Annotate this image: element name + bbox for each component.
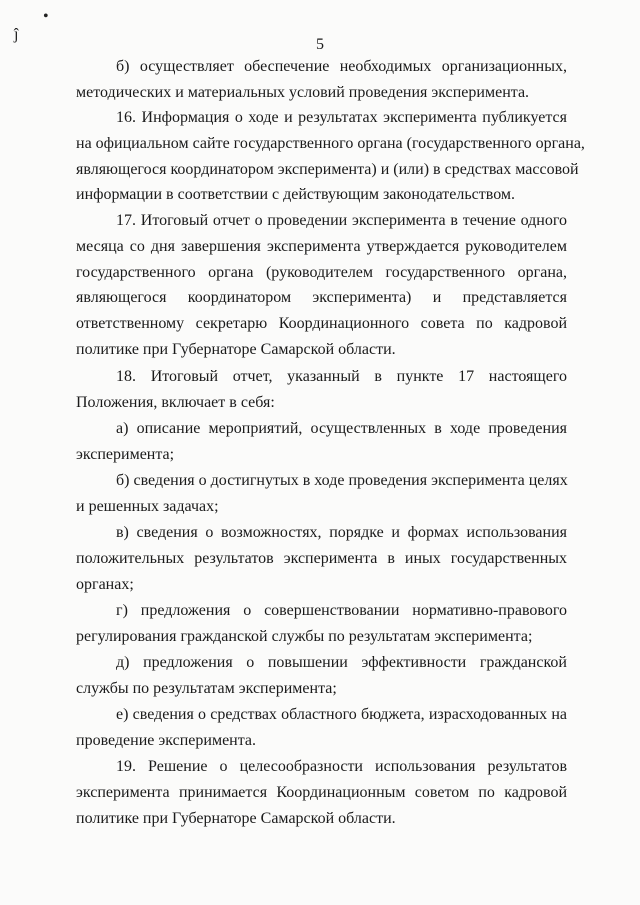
text-line: ответственному секретарю Координационного совета по кадровой bbox=[76, 315, 567, 333]
text-line: политике при Губернаторе Самарской области. bbox=[76, 340, 396, 358]
text-line: в) сведения о возможностях, порядке и формах использования bbox=[116, 524, 567, 541]
text-line: политике при Губернаторе Самарской области. bbox=[76, 809, 396, 827]
scan-dot: • bbox=[43, 8, 49, 25]
text-line: 16. Информация о ходе и результатах эксперимента публикуется bbox=[116, 109, 567, 126]
text-line: и решенных задачах; bbox=[76, 497, 219, 515]
text-line: 19. Решение о целесообразности использования результатов bbox=[116, 758, 567, 775]
text-line: эксперимента; bbox=[76, 445, 175, 463]
paragraph-p17 bbox=[76, 208, 567, 363]
text-line: методических и материальных условий проведения эксперимента. bbox=[76, 83, 530, 101]
text-line: органах; bbox=[76, 575, 134, 593]
paragraph-p18 bbox=[76, 364, 567, 416]
text-line: информации в соответствии с действующим законодательством. bbox=[76, 186, 516, 204]
scan-mark: ĵ bbox=[14, 26, 19, 43]
paragraph-p19 bbox=[76, 754, 567, 831]
text-line: эксперимента принимается Координационным советом по кадровой bbox=[76, 783, 567, 801]
paragraph-p18a bbox=[76, 416, 567, 468]
paragraph-p18b bbox=[76, 468, 567, 520]
text-line: б) сведения о достигнутых в ходе проведения эксперимента целях bbox=[116, 472, 568, 489]
paragraph-p18g bbox=[76, 598, 567, 650]
text-line: государственного органа (руководителем государственного органа, bbox=[76, 263, 567, 281]
paragraph-p18v bbox=[76, 520, 567, 597]
paragraph-p-b1 bbox=[76, 54, 567, 106]
text-line: Положения, включает в себя: bbox=[76, 393, 275, 411]
text-line: на официальном сайте государственного органа (государственного органа, bbox=[76, 134, 585, 152]
paragraph-p18d bbox=[76, 650, 567, 702]
paragraph-p18e bbox=[76, 702, 567, 754]
text-line: являющегося координатором эксперимента) и (или) в средствах массовой bbox=[76, 160, 579, 178]
text-line: е) сведения о средствах областного бюджета, израсходованных на bbox=[116, 706, 567, 723]
text-line: а) описание мероприятий, осуществленных в ходе проведения bbox=[116, 420, 567, 437]
text-line: службы по результатам эксперимента; bbox=[76, 679, 337, 697]
text-line: месяца со дня завершения эксперимента утверждается руководителем bbox=[76, 237, 567, 255]
text-line: положительных результатов эксперимента в иных государственных bbox=[76, 549, 567, 567]
text-line: б) осуществляет обеспечение необходимых организационных, bbox=[116, 58, 567, 75]
paragraph-p16 bbox=[76, 105, 585, 208]
text-line: являющегося координатором эксперимента) и представляется bbox=[76, 289, 567, 307]
text-line: проведение эксперимента. bbox=[76, 731, 257, 749]
text-line: регулирования гражданской службы по результатам эксперимента; bbox=[76, 627, 533, 645]
text-line: д) предложения о повышении эффективности гражданской bbox=[116, 654, 567, 671]
text-line: г) предложения о совершенствовании нормативно-правового bbox=[116, 602, 567, 619]
text-line: 18. Итоговый отчет, указанный в пункте 17 настоящего bbox=[116, 368, 567, 385]
page-number: 5 bbox=[316, 36, 324, 53]
text-line: 17. Итоговый отчет о проведении эксперимента в течение одного bbox=[116, 212, 567, 229]
